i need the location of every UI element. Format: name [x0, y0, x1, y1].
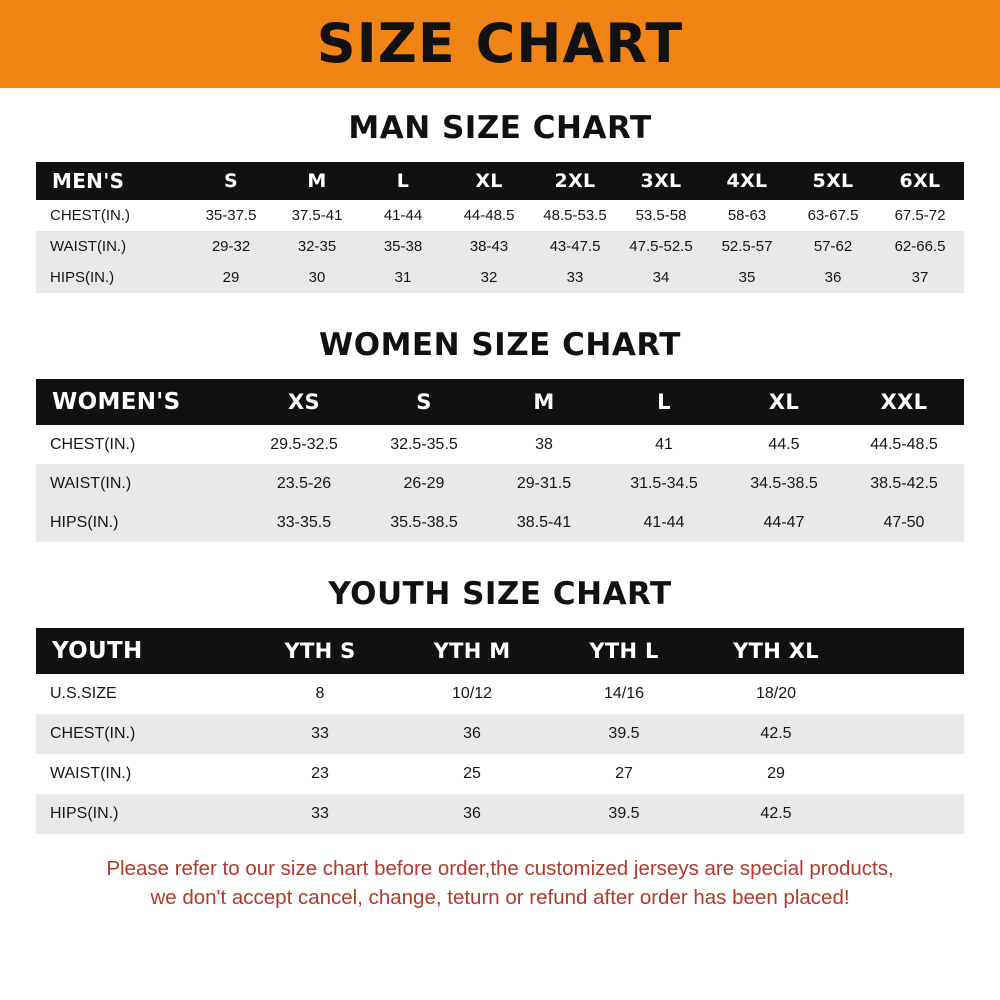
cell: 63-67.5: [807, 207, 859, 224]
cell: 33: [311, 725, 329, 742]
women-row-label: CHEST(IN.): [50, 435, 136, 453]
cell: 31.5-34.5: [630, 474, 698, 492]
women-row-label: WAIST(IN.): [50, 474, 132, 492]
cell: 33: [566, 269, 584, 286]
cell: 10/12: [451, 685, 493, 702]
cell: 23.5-26: [276, 474, 332, 492]
women-row-label: HIPS(IN.): [50, 513, 119, 531]
cell: 38: [535, 435, 553, 453]
cell: 44-48.5: [463, 207, 515, 224]
youth-col-header: YTH XL: [733, 639, 819, 663]
cell: 38.5-41: [516, 513, 572, 531]
man-col-header: S: [224, 170, 238, 192]
cell: 47.5-52.5: [629, 238, 693, 255]
youth-row-label: WAIST(IN.): [50, 765, 132, 782]
women-col-header: M: [533, 390, 555, 414]
table-row: [36, 464, 964, 503]
youth-size-section: [0, 576, 1000, 834]
cell: 48.5-53.5: [543, 207, 607, 224]
page-title: SIZE CHART: [316, 12, 684, 75]
women-section-title: WOMEN SIZE CHART: [319, 327, 681, 363]
man-col-header: M: [307, 170, 327, 192]
women-col-header: XL: [768, 390, 800, 414]
man-col-header: L: [396, 170, 410, 192]
youth-size-table: [36, 628, 964, 834]
cell: 53.5-58: [635, 207, 687, 224]
cell: 29: [767, 765, 785, 782]
man-size-table: [36, 162, 964, 293]
man-row-label: HIPS(IN.): [50, 269, 115, 286]
women-col-header: XXL: [880, 390, 928, 414]
cell: 23: [311, 765, 329, 782]
cell: 38-43: [469, 238, 509, 255]
cell-spacer: [852, 674, 964, 714]
cell-spacer: [852, 794, 964, 834]
footer-disclaimer: [0, 854, 1000, 912]
cell: 37: [911, 269, 929, 286]
man-row-label: CHEST(IN.): [50, 207, 130, 224]
cell: 36: [824, 269, 842, 286]
cell: 42.5: [760, 725, 792, 742]
man-table-header-row: [36, 162, 964, 200]
youth-col-header: YTH L: [589, 639, 659, 663]
table-row: [36, 674, 964, 714]
cell: 29-31.5: [516, 474, 572, 492]
man-table-corner-label: MEN'S: [52, 169, 125, 193]
cell: 41-44: [643, 513, 685, 531]
cell: 32-35: [297, 238, 337, 255]
cell: 29: [222, 269, 240, 286]
cell: 36: [463, 805, 481, 822]
youth-table-corner-label: YOUTH: [52, 638, 143, 664]
page-header-banner: [0, 0, 1000, 88]
cell: 8: [315, 685, 325, 702]
table-row: [36, 262, 964, 293]
cell: 32: [480, 269, 498, 286]
table-row: [36, 231, 964, 262]
cell-spacer: [852, 714, 964, 754]
cell: 27: [615, 765, 633, 782]
table-row: [36, 200, 964, 231]
women-col-header: S: [416, 390, 432, 414]
cell-spacer: [852, 754, 964, 794]
cell: 44.5-48.5: [870, 435, 938, 453]
cell: 33: [311, 805, 329, 822]
youth-col-header: YTH M: [433, 639, 511, 663]
women-size-table: [36, 379, 964, 542]
cell: 34.5-38.5: [750, 474, 818, 492]
cell: 35-38: [383, 238, 423, 255]
man-size-section: [0, 110, 1000, 293]
cell: 41-44: [383, 207, 423, 224]
cell: 26-29: [403, 474, 445, 492]
cell: 39.5: [608, 805, 640, 822]
man-col-header: 3XL: [640, 170, 682, 192]
cell: 44-47: [763, 513, 805, 531]
youth-row-label: HIPS(IN.): [50, 805, 119, 822]
women-col-header: XS: [288, 390, 320, 414]
cell: 58-63: [727, 207, 767, 224]
cell: 33-35.5: [276, 513, 332, 531]
man-col-header: 6XL: [899, 170, 941, 192]
cell: 29-32: [211, 238, 251, 255]
cell: 35-37.5: [205, 207, 257, 224]
cell: 39.5: [608, 725, 640, 742]
table-row: [36, 425, 964, 464]
man-col-header: XL: [475, 170, 503, 192]
cell: 31: [394, 269, 412, 286]
cell: 14/16: [603, 685, 645, 702]
table-row: [36, 754, 964, 794]
cell: 43-47.5: [549, 238, 601, 255]
table-row: [36, 503, 964, 542]
youth-row-label: U.S.SIZE: [50, 685, 117, 702]
footer-line-2: we don't accept cancel, change, teturn or refund after order has been placed!: [150, 886, 850, 910]
women-col-header: L: [657, 390, 671, 414]
cell: 67.5-72: [894, 207, 946, 224]
cell: 36: [463, 725, 481, 742]
man-col-header: 2XL: [554, 170, 596, 192]
cell: 29.5-32.5: [270, 435, 338, 453]
cell: 57-62: [813, 238, 853, 255]
cell: 41: [655, 435, 673, 453]
women-size-section: [0, 327, 1000, 542]
cell: 62-66.5: [894, 238, 946, 255]
man-row-label: WAIST(IN.): [50, 238, 127, 255]
cell: 25: [463, 765, 481, 782]
cell: 18/20: [755, 685, 797, 702]
youth-col-header: YTH S: [284, 639, 356, 663]
youth-header-spacer: [852, 628, 964, 674]
women-table-corner-label: WOMEN'S: [52, 389, 181, 415]
table-row: [36, 714, 964, 754]
cell: 38.5-42.5: [870, 474, 938, 492]
cell: 35.5-38.5: [390, 513, 458, 531]
cell: 37.5-41: [291, 207, 343, 224]
youth-table-header-row: [36, 628, 964, 674]
cell: 42.5: [760, 805, 792, 822]
man-section-title: MAN SIZE CHART: [348, 110, 652, 146]
women-table-header-row: [36, 379, 964, 425]
cell: 34: [652, 269, 670, 286]
cell: 47-50: [883, 513, 925, 531]
cell: 30: [308, 269, 326, 286]
cell: 32.5-35.5: [390, 435, 458, 453]
table-row: [36, 794, 964, 834]
man-col-header: 4XL: [726, 170, 768, 192]
man-col-header: 5XL: [812, 170, 854, 192]
cell: 44.5: [768, 435, 800, 453]
cell: 52.5-57: [721, 238, 773, 255]
footer-line-1: Please refer to our size chart before order,the customized jerseys are special products,: [106, 857, 894, 880]
cell: 35: [738, 269, 756, 286]
youth-section-title: YOUTH SIZE CHART: [328, 576, 672, 612]
youth-row-label: CHEST(IN.): [50, 725, 136, 742]
